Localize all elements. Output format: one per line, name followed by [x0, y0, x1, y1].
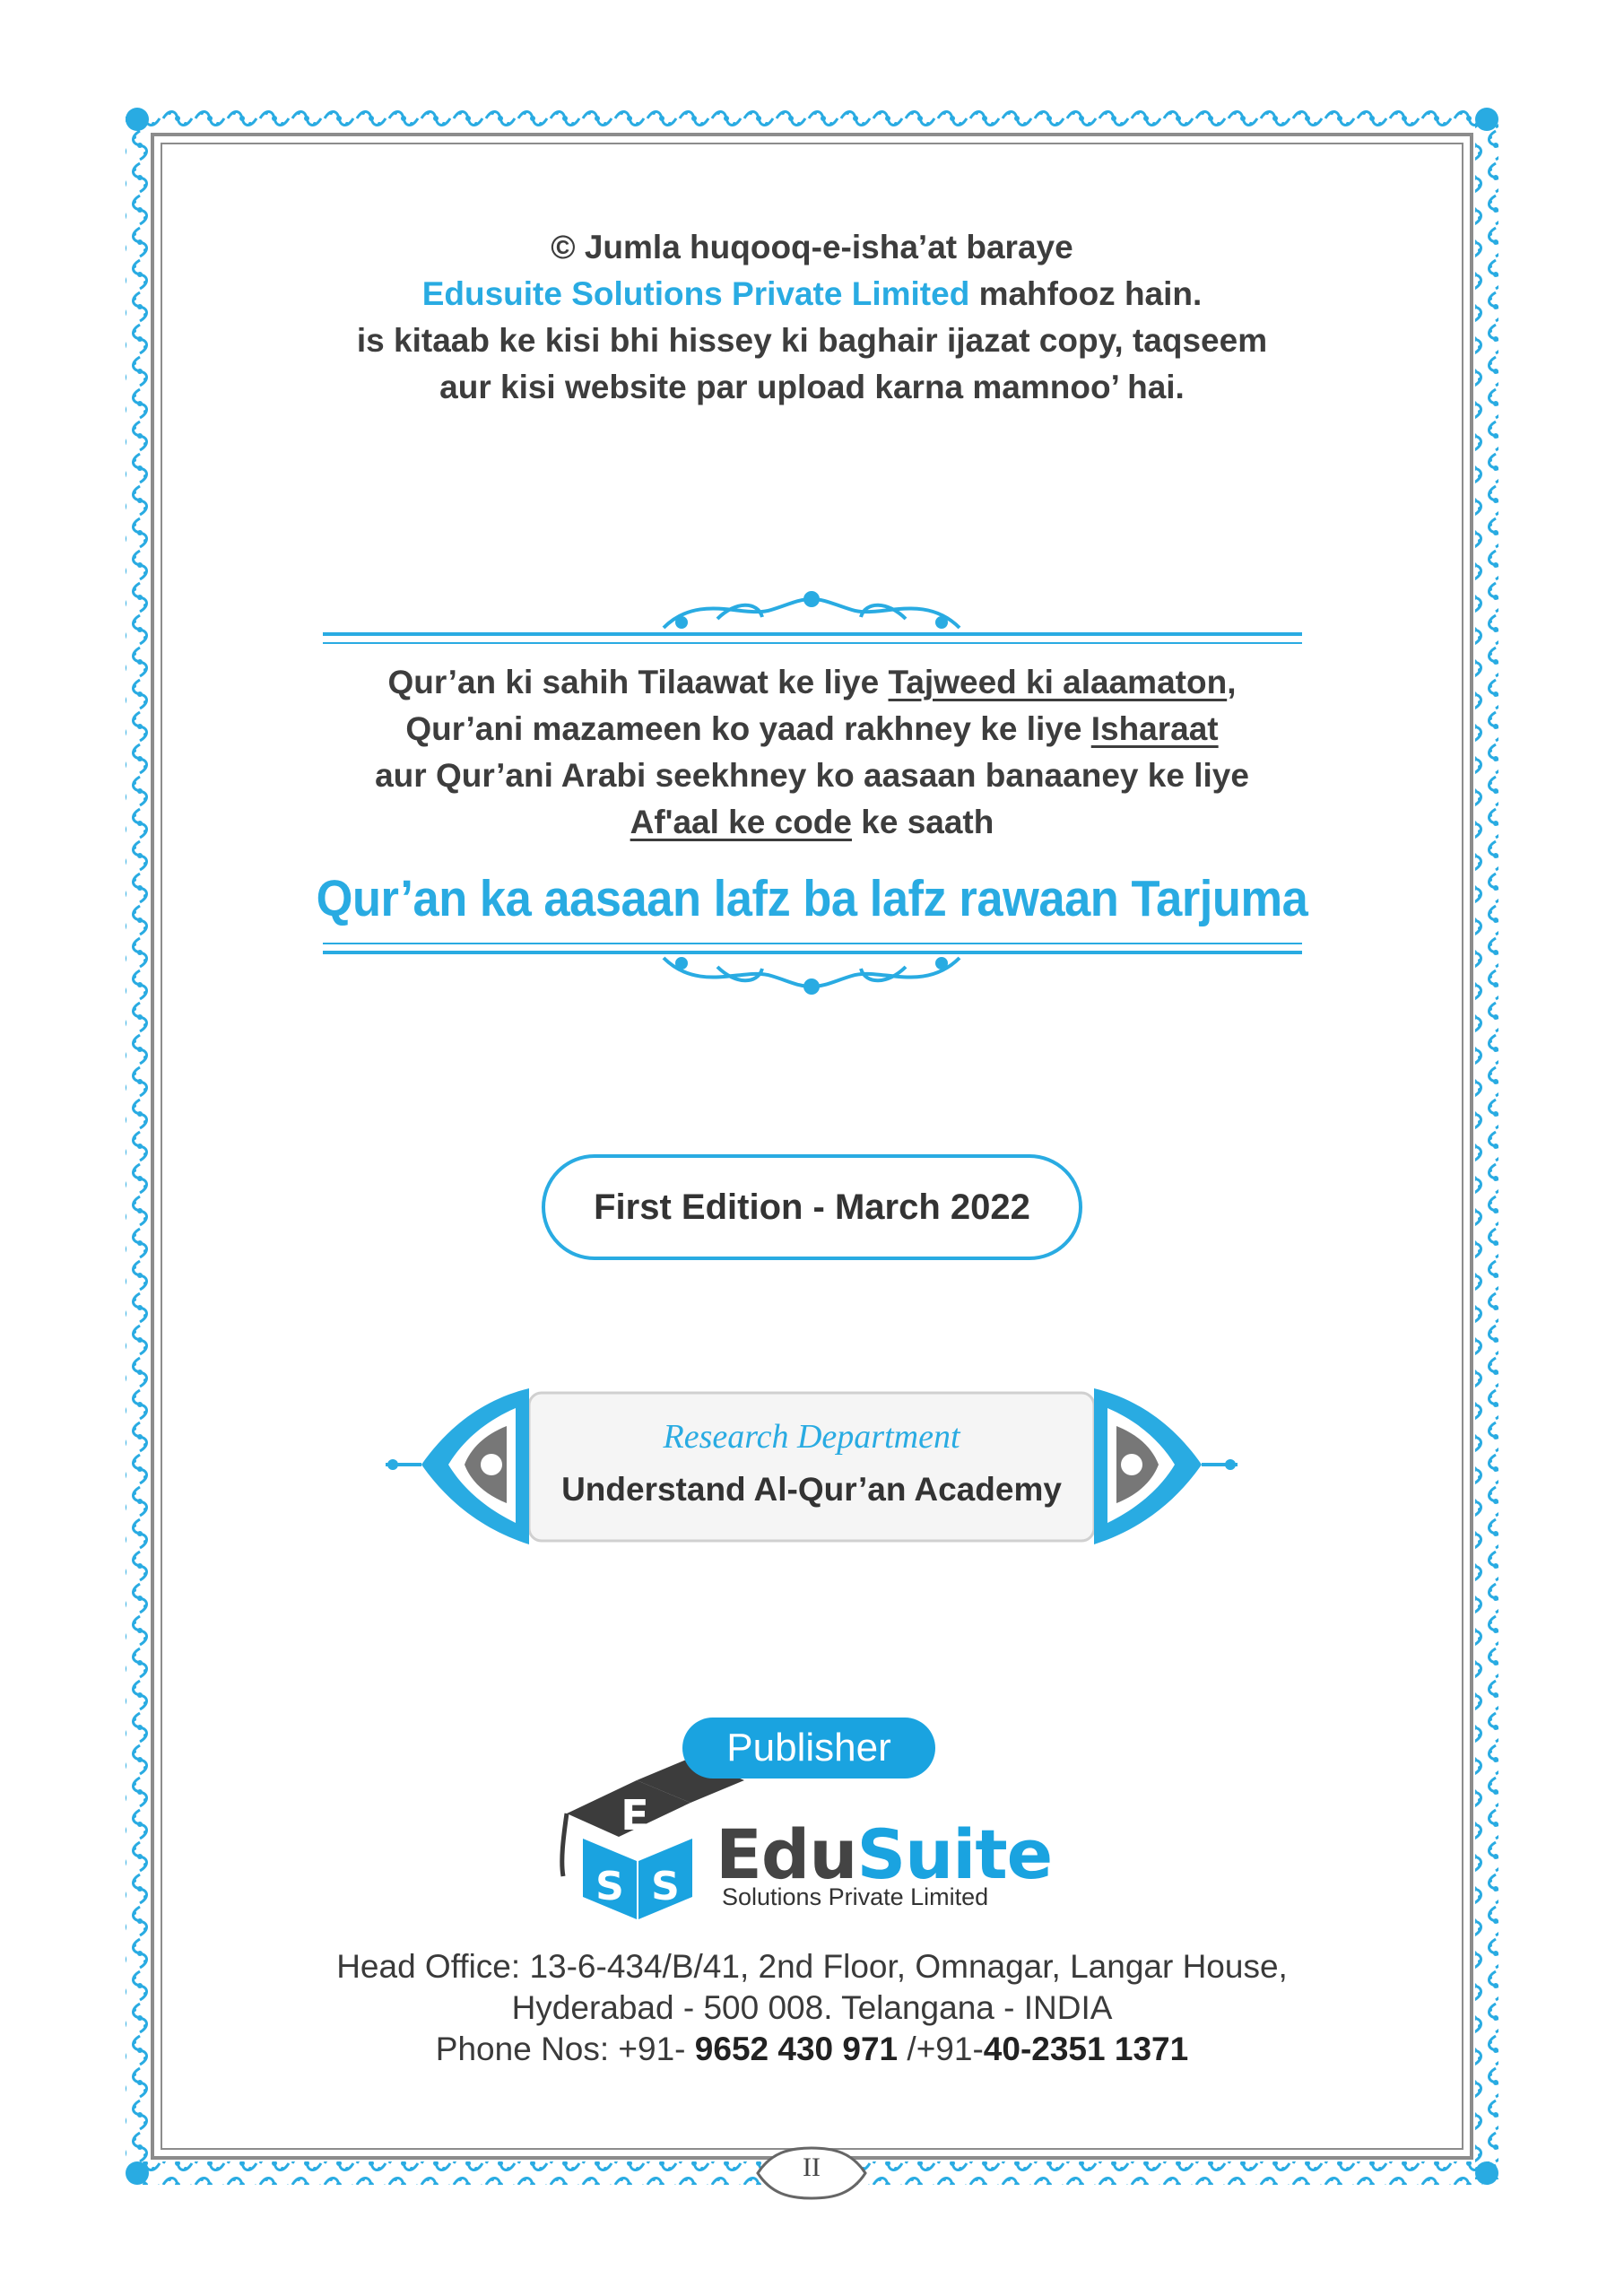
edition-badge: First Edition - March 2022	[542, 1154, 1082, 1260]
copyright-notice	[269, 224, 1355, 411]
page-number: II	[803, 2152, 821, 2182]
bottom-ornament	[664, 958, 960, 993]
address-line1: Head Office: 13-6-434/B/41, 2nd Floor, Omnagar, Langar House,	[336, 1948, 1288, 1985]
book-title: Qur’an ka aasaan lafz ba lafz rawaan Tarjuma	[316, 870, 1308, 927]
research-banner	[386, 1388, 1238, 1544]
desc-line3: aur Qur’ani Arabi seekhney ko aasaan banaaney ke liye	[375, 757, 1249, 794]
book-description	[269, 659, 1355, 846]
desc-line2: Qur’ani mazameen ko yaad rakhney ke liye Isharaat	[405, 710, 1219, 747]
copyright-line2: Edusuite Solutions Private Limited mahfooz hain.	[421, 275, 1203, 312]
copyright-line3: is kitaab ke kisi bhi hissey ki baghair ijazat copy, taqseem	[356, 322, 1268, 359]
svg-text:S: S	[651, 1864, 680, 1909]
address-line2: Hyderabad - 500 008. Telangana - INDIA	[511, 1989, 1113, 2026]
company-name: Edusuite Solutions Private Limited	[421, 275, 970, 312]
svg-text:S: S	[595, 1864, 624, 1909]
academy-name: Understand Al-Qur’an Academy	[561, 1471, 1062, 1508]
copyright-line1: © Jumla huqooq-e-isha’at baraye	[551, 229, 1073, 265]
brand-name: EduSuite	[716, 1814, 1053, 1894]
desc-line4: Af'aal ke code ke saath	[630, 804, 994, 840]
svg-text:E: E	[621, 1791, 649, 1839]
desc-line1: Qur’an ki sahih Tilaawat ke liye Tajweed ki alaamaton,	[387, 664, 1237, 700]
phone-line: Phone Nos: +91- 9652 430 971 /+91-40-2351 1371	[435, 2031, 1189, 2067]
brand-subtitle: Solutions Private Limited	[722, 1883, 989, 1910]
research-department-label: Research Department	[663, 1418, 960, 1456]
copyright-line4: aur kisi website par upload karna mamnoo’ hai.	[439, 369, 1185, 405]
top-ornament	[664, 593, 960, 628]
head-office-address	[224, 1946, 1400, 2070]
publisher-label: Publisher	[682, 1718, 935, 1779]
